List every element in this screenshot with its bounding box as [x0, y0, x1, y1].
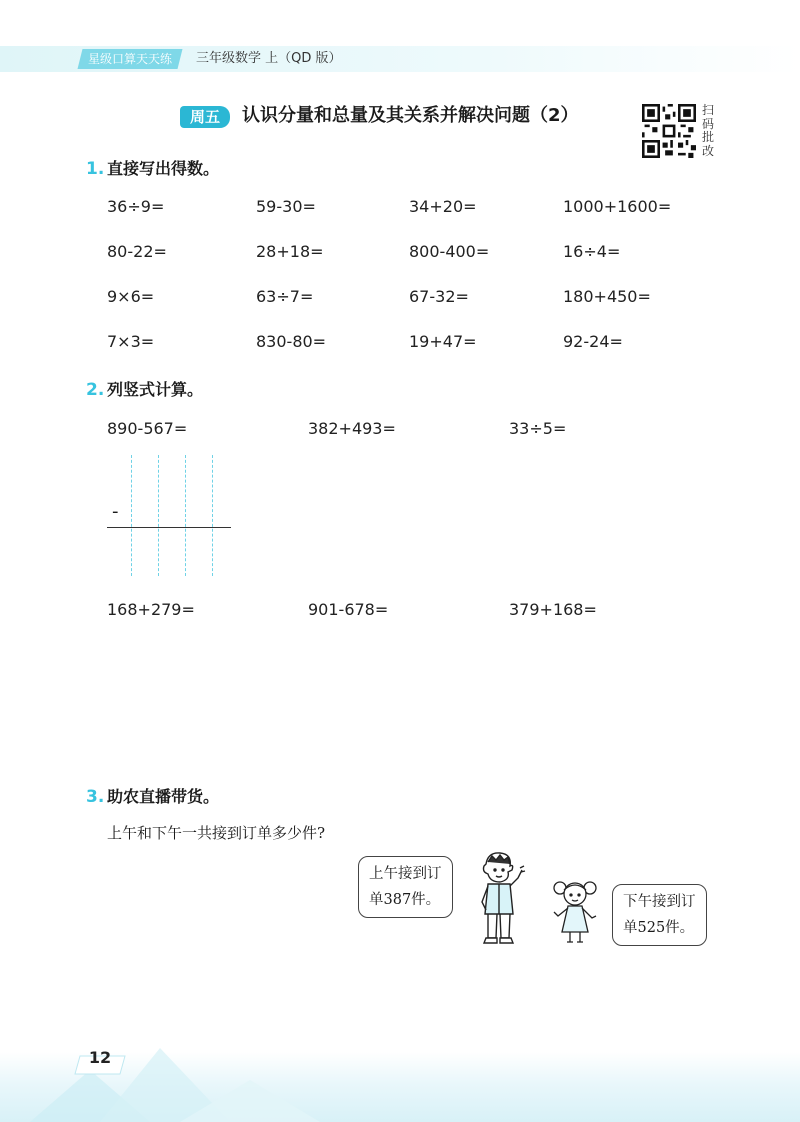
section-2-number: 2.	[86, 380, 105, 400]
vertical-problem: 901-678=	[308, 600, 389, 619]
section-3-heading: 助农直播带货。	[107, 787, 220, 806]
vertical-problem: 379+168=	[509, 600, 597, 619]
section-1-heading: 直接写出得数。	[107, 159, 220, 178]
problem: 1000+1600=	[563, 197, 672, 216]
boy-illustration	[470, 850, 526, 948]
footer-decoration	[30, 1040, 330, 1122]
book-subtitle: 三年级数学 上（QD 版）	[196, 51, 342, 66]
word-problem-question: 上午和下午一共接到订单多少件?	[107, 824, 326, 842]
speech-bubble-boy	[358, 856, 453, 918]
problem: 36÷9=	[107, 197, 165, 216]
scan-to-grade-label: 扫码批改	[702, 103, 715, 158]
section-3-number: 3.	[86, 787, 105, 807]
calculation-rule-line	[107, 527, 231, 528]
problem: 16÷4=	[563, 242, 621, 261]
speech-bubble-girl	[612, 884, 707, 946]
minus-sign: -	[112, 501, 119, 522]
day-badge: 周五	[180, 106, 230, 128]
problem: 7×3=	[107, 332, 155, 351]
problem: 9×6=	[107, 287, 155, 306]
problem: 34+20=	[409, 197, 477, 216]
problem: 830-80=	[256, 332, 327, 351]
girl-illustration	[550, 876, 600, 946]
section-1-number: 1.	[86, 159, 105, 179]
problem: 19+47=	[409, 332, 477, 351]
problem: 63÷7=	[256, 287, 314, 306]
problem: 92-24=	[563, 332, 623, 351]
bubble-line: 单387件。	[369, 892, 441, 908]
vertical-problem: 890-567=	[107, 419, 188, 438]
bubble-line: 上午接到订	[369, 866, 442, 882]
digit-column-guide	[212, 455, 213, 576]
problem: 67-32=	[409, 287, 469, 306]
page-title: 认识分量和总量及其关系并解决问题（2）	[242, 105, 579, 126]
problem: 180+450=	[563, 287, 651, 306]
digit-column-guide	[185, 455, 186, 576]
problem: 800-400=	[409, 242, 490, 261]
problem: 59-30=	[256, 197, 316, 216]
vertical-problem: 168+279=	[107, 600, 195, 619]
bubble-line: 下午接到订	[623, 894, 696, 910]
problem: 80-22=	[107, 242, 167, 261]
digit-column-guide	[131, 455, 132, 576]
vertical-problem: 33÷5=	[509, 419, 567, 438]
problem: 28+18=	[256, 242, 324, 261]
digit-column-guide	[158, 455, 159, 576]
bubble-line: 单525件。	[623, 920, 695, 936]
series-brand: 星级口算天天练	[78, 49, 183, 69]
vertical-problem: 382+493=	[308, 419, 396, 438]
qr-code-icon[interactable]	[642, 104, 696, 158]
page-number: 12	[88, 1048, 112, 1067]
section-2-heading: 列竖式计算。	[107, 380, 204, 399]
